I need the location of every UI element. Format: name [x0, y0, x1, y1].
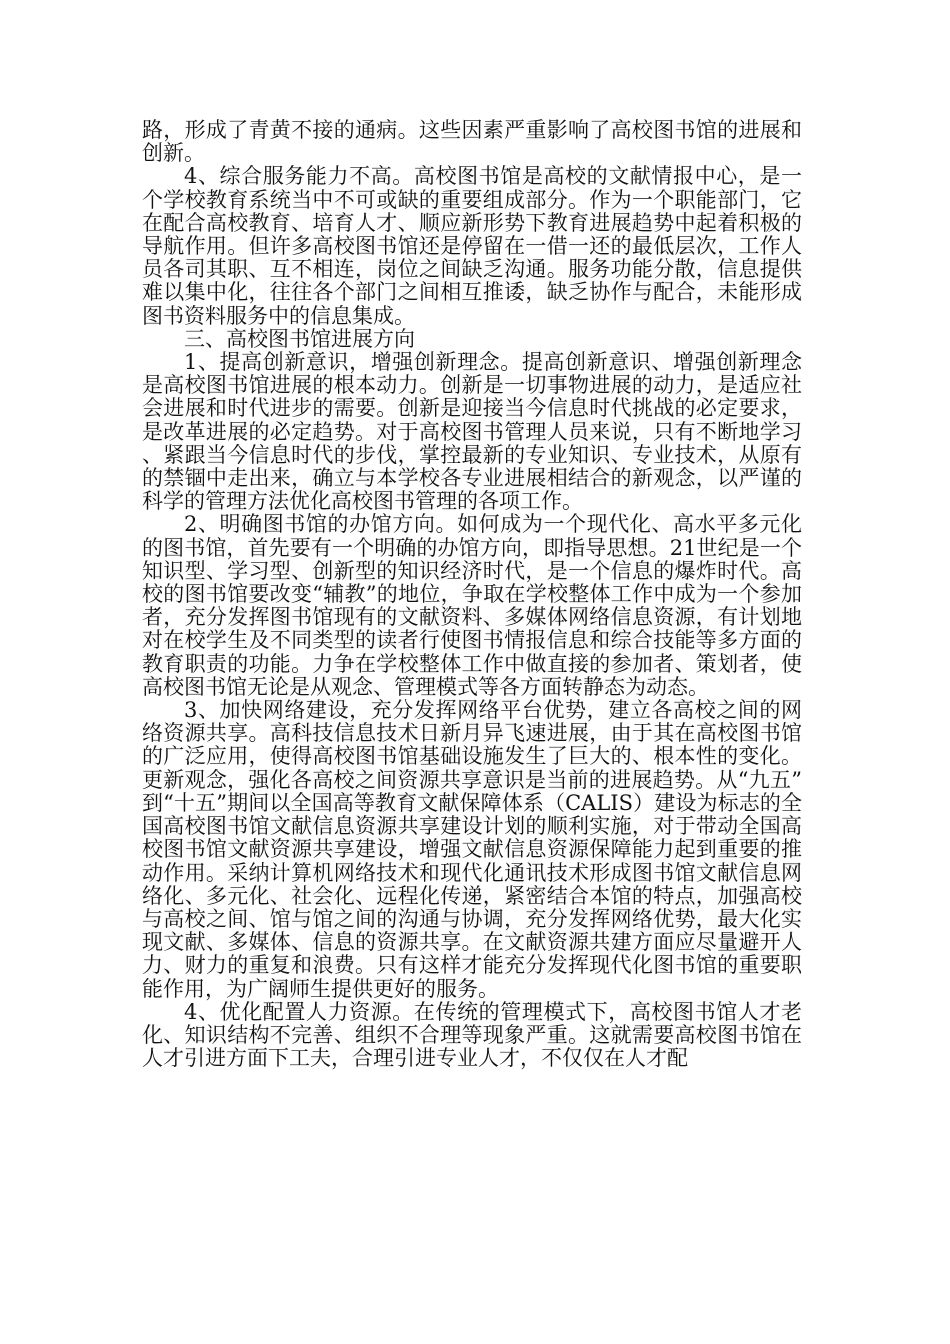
paragraph-human-resources: 4、优化配置人力资源。在传统的管理模式下，高校图书馆人才老化、知识结构不完善、组织不合理等现象严重。这就需要高校图书馆在人才引进方面下工夫，合理引进专业人才，不仅仅在人才配 [142, 999, 802, 1071]
section-heading-development-direction: 三、高校图书馆进展方向 [184, 326, 415, 351]
paragraph-service-capability: 4、综合服务能力不高。高校图书馆是高校的文献情报中心，是一个学校教育系统当中不可或缺的重要组成部分。作为一个职能部门，它在配合高校教育、培育人才、顺应新形势下教育进展趋势中起着积极的导航作用。但许多高校图书馆还是停留在一借一还的最低层次，工作人员各司其职、互不相连，岗位之间缺乏沟通。服务功能分散，信息提供难以集中化，往往各个部门之间相互推诿，缺乏协作与配合，未能形成图书资料服务中的信息集成。 [142, 164, 802, 328]
paragraph-library-direction: 2、明确图书馆的办馆方向。如何成为一个现代化、高水平多元化的图书馆，首先要有一个明确的办馆方向，即指导思想。21世纪是一个知识型、学习型、创新型的知识经济时代，是一个信息的爆炸时代。高校的图书馆要改变“辅教”的地位，争取在学校整体工作中成为一个参加者，充分发挥图书馆现有的文献资料、多媒体网络信息资源，有计划地对在校学生及不同类型的读者行使图书情报信息和综合技能等多方面的教育职责的功能。力争在学校整体工作中做直接的参加者、策划者，使高校图书馆无论是从观念、管理模式等各方面转静态为动态。 [142, 512, 802, 699]
paragraph-network-building: 3、加快网络建设，充分发挥网络平台优势，建立各高校之间的网络资源共享。高科技信息技术日新月异飞速进展，由于其在高校图书馆的广泛应用，使得高校图书馆基础设施发生了巨大的、根本性的变化。更新观念，强化各高校之间资源共享意识是当前的进展趋势。从“九五”到“十五”期间以全国高等教育文献保障体系（CALIS）建设为标志的全国高校图书馆文献信息资源共享建设计划的顺利实施，对于带动全国高校图书馆文献资源共享建设，增强文献信息资源保障能力起到重要的推动作用。采纳计算机网络技术和现代化通讯技术形成图书馆文献信息网络化、多元化、社会化、远程化传递，紧密结合本馆的特点，加强高校与高校之间、馆与馆之间的沟通与协调，充分发挥网络优势，最大化实现文献、多媒体、信息的资源共享。在文献资源共建方面应尽量避开人力、财力的重复和浪费。只有这样才能充分发挥现代化图书馆的重要职能作用，为广阔师生提供更好的服务。 [142, 698, 802, 1001]
document-page [142, 119, 802, 1070]
paragraph-continuation: 路，形成了青黄不接的通病。这些因素严重影响了高校图书馆的进展和创新。 [142, 118, 802, 166]
paragraph-innovation: 1、提高创新意识，增强创新理念。提高创新意识、增强创新理念是高校图书馆进展的根本动力。创新是一切事物进展的动力，是适应社会进展和时代进步的需要。创新是迎接当今信息时代挑战的必定要求，是改革进展的必定趋势。对于高校图书管理人员来说，只有不断地学习、紧跟当今信息时代的步伐，掌控最新的专业知识、专业技术，从原有的禁锢中走出来，确立与本学校各专业进展相结合的新观念，以严谨的科学的管理方法优化高校图书管理的各项工作。 [142, 350, 802, 514]
